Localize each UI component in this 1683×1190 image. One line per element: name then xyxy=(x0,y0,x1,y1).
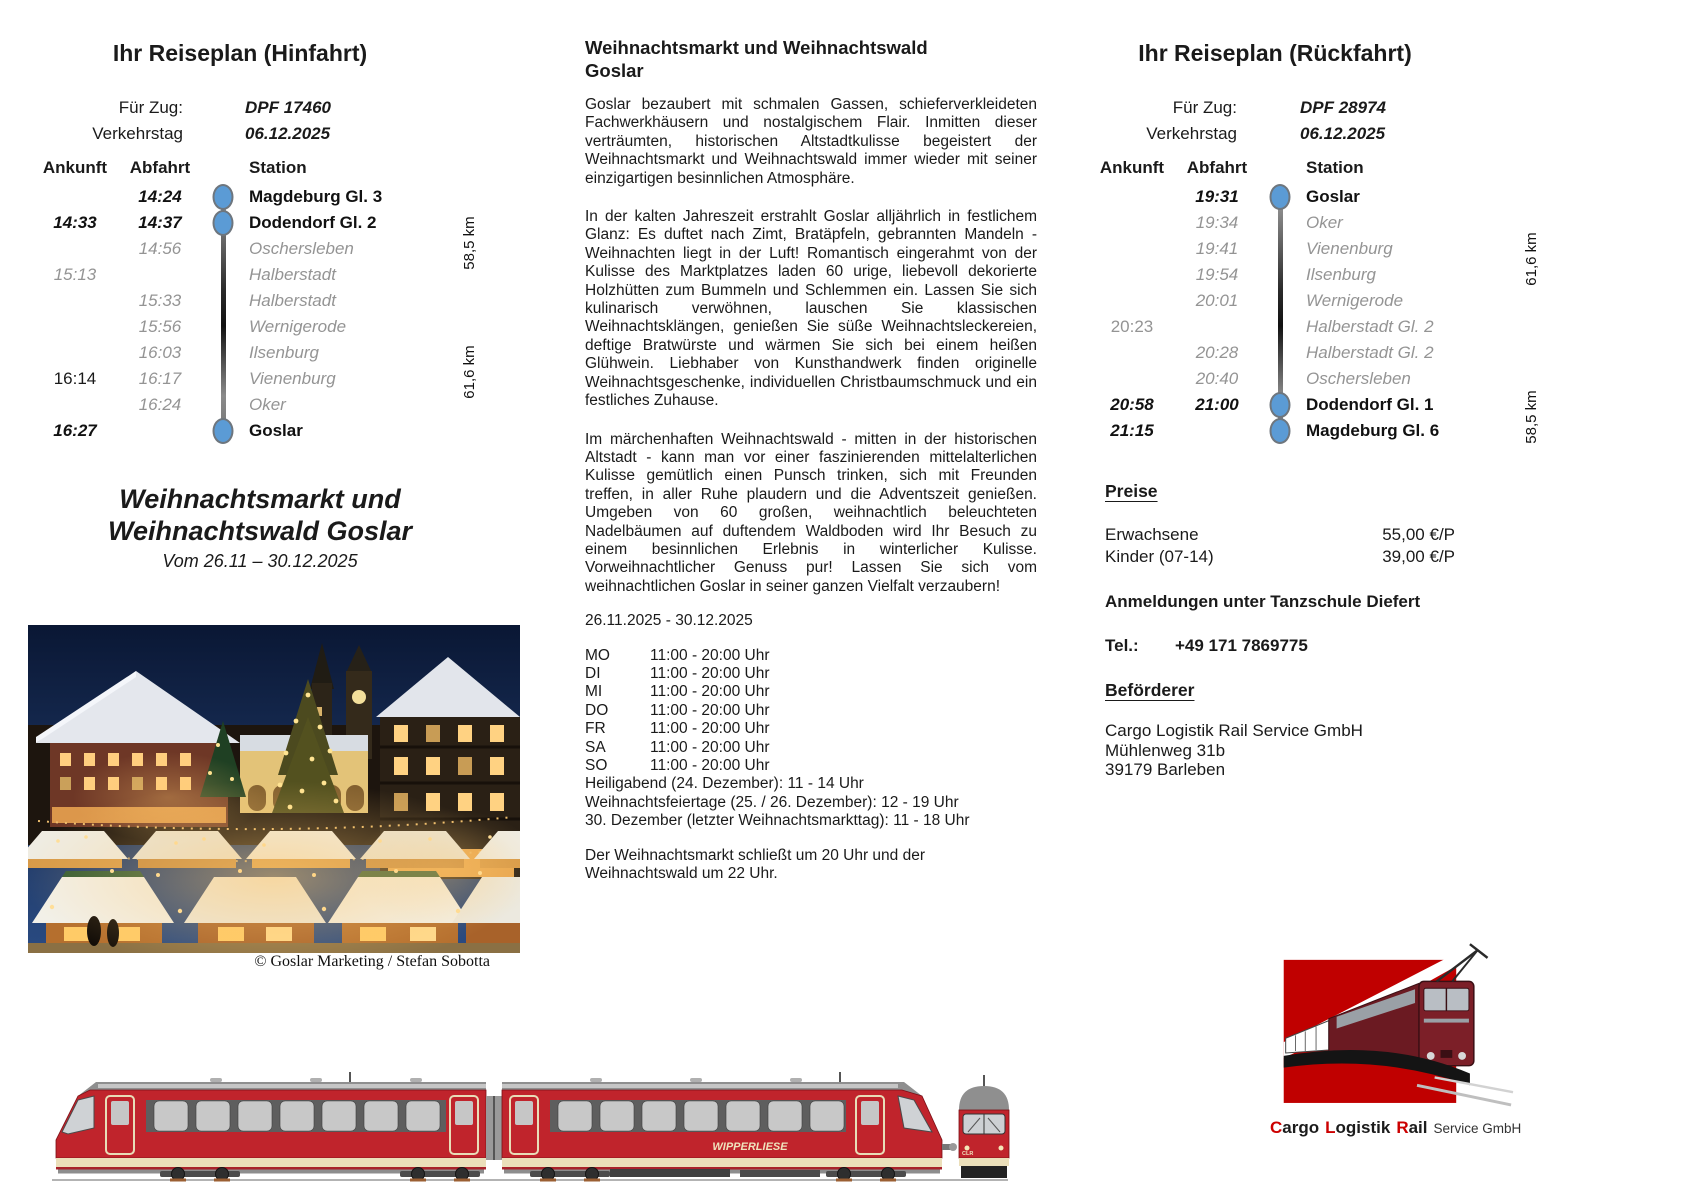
distance-label: 61,6 km xyxy=(461,345,478,399)
timeline-cell xyxy=(205,288,241,314)
clr-logo xyxy=(1270,893,1522,1138)
station-row xyxy=(1092,184,1562,210)
logo-rest-ail: ail xyxy=(1408,1118,1428,1137)
station-dot xyxy=(213,184,234,210)
departure-time: 16:24 xyxy=(138,395,182,414)
timeline-cell xyxy=(205,184,241,210)
christmas-market-photo xyxy=(28,625,520,953)
station-dot xyxy=(213,210,234,236)
col-ankunft: Ankunft xyxy=(42,158,108,177)
timeline-cell xyxy=(1262,184,1298,210)
station-row xyxy=(35,262,505,288)
arrival-time: 20:23 xyxy=(1110,317,1154,336)
departure-time: 20:01 xyxy=(1195,291,1239,310)
phone-label: Tel.: xyxy=(1105,636,1139,655)
carrier-street: Mühlenweg 31b xyxy=(1105,740,1226,760)
departure-time: 20:28 xyxy=(1195,343,1239,362)
timeline-cell xyxy=(1262,366,1298,392)
station-row xyxy=(35,288,505,314)
arrival-time: 14:33 xyxy=(53,213,97,232)
station-row xyxy=(1092,236,1562,262)
date-value: 06.12.2025 xyxy=(1300,124,1386,143)
registration-note: Anmeldungen unter Tanzschule Diefert xyxy=(1105,592,1421,611)
opening-hours xyxy=(585,647,1037,776)
event-title-line2: Weihnachtswald Goslar xyxy=(107,516,413,546)
departure-time: 16:03 xyxy=(138,343,182,362)
station-row xyxy=(1092,210,1562,236)
col-spacer xyxy=(1262,158,1298,178)
timeline-cell xyxy=(205,340,241,366)
day-label: DO xyxy=(585,701,609,719)
station-row xyxy=(1092,418,1562,444)
hinfahrt-title: Ihr Reiseplan (Hinfahrt) xyxy=(112,40,368,66)
info-block xyxy=(1105,481,1455,780)
photo-caption: © Goslar Marketing / Stefan Sobotta xyxy=(254,953,490,970)
wipperliese-train-art xyxy=(50,1070,1010,1182)
day-label: FR xyxy=(585,720,606,738)
departure-time: 16:17 xyxy=(138,369,182,388)
departure-time: 19:31 xyxy=(1195,187,1239,206)
hours-row xyxy=(585,647,1037,665)
departure-time: 14:56 xyxy=(138,239,182,258)
rueckfahrt-title: Ihr Reiseplan (Rückfahrt) xyxy=(1138,40,1412,66)
hours-row xyxy=(585,665,1037,683)
station-dot xyxy=(1270,392,1291,418)
special-hours-line: Weihnachtsfeiertage (25. / 26. Dezember): 12 - 19 Uhr xyxy=(585,793,959,811)
special-hours xyxy=(585,775,1037,830)
logo-initial-l: L xyxy=(1325,1118,1336,1137)
clr-logo-text xyxy=(1270,1118,1522,1138)
description-heading xyxy=(585,36,1037,82)
station-name: Oschersleben xyxy=(1306,369,1411,388)
date-label: Verkehrstag xyxy=(92,124,183,143)
rueckfahrt-date-row xyxy=(1084,121,1385,147)
hours-row xyxy=(585,702,1037,720)
station-row xyxy=(35,340,505,366)
departure-time: 21:00 xyxy=(1195,395,1239,414)
train-number: DPF 28974 xyxy=(1300,98,1386,117)
logo-initial-c: C xyxy=(1270,1118,1283,1137)
train-car-1 xyxy=(56,1072,486,1174)
train-illustration xyxy=(50,1070,1010,1182)
rueckfahrt-timetable xyxy=(1092,184,1562,444)
station-name: Ilsenburg xyxy=(249,343,319,362)
arrival-time: 16:14 xyxy=(53,369,97,388)
carrier-name: Cargo Logistik Rail Service GmbH xyxy=(1105,721,1363,740)
station-row xyxy=(35,210,505,236)
departure-time: 20:40 xyxy=(1195,369,1239,388)
col-station: Station xyxy=(249,158,307,177)
arrival-time: 20:58 xyxy=(1110,395,1154,414)
timeline-cell xyxy=(1262,418,1298,444)
station-name: Halberstadt Gl. 2 xyxy=(1306,343,1434,362)
time-value: 11:00 - 20:00 Uhr xyxy=(650,738,770,756)
timeline-cell xyxy=(1262,340,1298,366)
prices-heading: Preise xyxy=(1105,481,1158,501)
time-value: 11:00 - 20:00 Uhr xyxy=(650,757,770,774)
date-range: 26.11.2025 - 30.12.2025 xyxy=(585,612,753,630)
station-name: Halberstadt xyxy=(249,291,336,310)
clr-logo-art xyxy=(1270,893,1515,1111)
hours-row xyxy=(585,739,1037,757)
logo-rest-argo: argo xyxy=(1282,1118,1320,1137)
timeline-cell xyxy=(1262,314,1298,340)
timeline-cell xyxy=(205,262,241,288)
hinfahrt-train-row xyxy=(30,95,331,121)
station-row xyxy=(35,366,505,392)
station-name: Vienenburg xyxy=(249,369,336,388)
hours-row xyxy=(585,720,1037,738)
distance-label: 58,5 km xyxy=(461,216,478,270)
station-row xyxy=(1092,262,1562,288)
station-name: Halberstadt Gl. 2 xyxy=(1306,317,1434,336)
date-value: 06.12.2025 xyxy=(245,124,331,143)
day-label: SO xyxy=(585,757,608,774)
train-label: Für Zug: xyxy=(118,98,183,117)
station-row xyxy=(1092,340,1562,366)
station-name: Goslar xyxy=(1306,187,1360,206)
departure-time: 15:56 xyxy=(138,317,182,336)
day-label: MI xyxy=(585,683,603,701)
price-row xyxy=(1105,524,1455,546)
description-heading-line2: Goslar xyxy=(585,60,644,81)
station-row xyxy=(35,392,505,418)
station-row xyxy=(35,236,505,262)
col-spacer xyxy=(205,158,241,178)
timeline-cell xyxy=(1262,392,1298,418)
time-value: 11:00 - 20:00 Uhr xyxy=(650,683,770,701)
price-label: Erwachsene xyxy=(1105,525,1199,544)
logo-suffix: Service GmbH xyxy=(1433,1121,1522,1136)
station-name: Dodendorf Gl. 2 xyxy=(249,213,377,232)
timeline-cell xyxy=(1262,210,1298,236)
station-row xyxy=(35,184,505,210)
timeline-cell xyxy=(205,392,241,418)
phone-row xyxy=(1105,636,1455,656)
time-value: 11:00 - 20:00 Uhr xyxy=(650,646,770,664)
station-name: Magdeburg Gl. 3 xyxy=(249,187,383,206)
description-column xyxy=(585,36,1037,883)
time-value: 11:00 - 20:00 Uhr xyxy=(650,720,770,738)
station-name: Oker xyxy=(249,395,286,414)
station-name: Goslar xyxy=(249,421,303,440)
event-dates: Vom 26.11 – 30.12.2025 xyxy=(162,551,358,571)
hours-row xyxy=(585,683,1037,701)
logo-initial-r: R xyxy=(1396,1118,1409,1137)
departure-time: 19:34 xyxy=(1195,213,1239,232)
station-name: Wernigerode xyxy=(249,317,347,336)
day-label: MO xyxy=(585,646,610,664)
station-dot xyxy=(213,418,234,444)
station-dot xyxy=(1270,418,1291,444)
day-label: SA xyxy=(585,738,606,756)
rueckfahrt-table-header xyxy=(1092,158,1364,178)
timeline-cell xyxy=(1262,236,1298,262)
price-row xyxy=(1105,546,1455,568)
station-row xyxy=(1092,288,1562,314)
station-name: Wernigerode xyxy=(1306,291,1404,310)
carrier-city: 39179 Barleben xyxy=(1105,760,1226,779)
hinfahrt-table-header xyxy=(35,158,307,178)
time-value: 11:00 - 20:00 Uhr xyxy=(650,664,770,682)
station-dot xyxy=(1270,184,1291,210)
station-name: Vienenburg xyxy=(1306,239,1393,258)
logo-rest-ogistik: ogistik xyxy=(1335,1118,1391,1137)
paragraph-intro: Goslar bezaubert mit schmalen Gassen, schieferverkleideten Fachwerkhäusern und nostalgischem Flair. Inmitten dieser verträumten, historischen Altstadtkulisse begeistert der Weihnachtsmarkt und Weihnachtswald immer wieder mit seiner einzigartigen besinnlichen Atmosphäre. xyxy=(585,96,1037,187)
description-heading-line1: Weihnachtsmarkt und Weihnachtswald xyxy=(585,37,928,58)
closing-note: Der Weihnachtsmarkt schließt um 20 Uhr und der Weihnachtswald um 22 Uhr. xyxy=(585,846,925,883)
train-name-label: WIPPERLIESE xyxy=(712,1141,788,1153)
hinfahrt-date-row xyxy=(30,121,330,147)
station-name: Oschersleben xyxy=(249,239,354,258)
paragraph-market: In der kalten Jahreszeit erstrahlt Goslar alljährlich in festlichem Glanz: Es duftet nach Zimt, Bratäpfeln, gebrannten Mandeln - Weihnachten liegt in der Luft! Romantisch eingerahmt von der Kulisse des Marktplatzes laden 60 urige, liebevoll dekorierte Holzhütten zum Bummeln und Schlemmen ein. Lassen Sie sich kulinarisch verwöhnen, lauschen Sie klassischen Weihnachtsklängen, genießen Sie süße Weihnachtsleckereien, deftige Bratwürste und wärmen Sie sich bei einem heißen Glühwein. Liebhaber von Kunsthandwerk finden originelle Weihnachtsgeschenke, individuellen Christbaumschmuck und ein festliches Zuhause. xyxy=(585,208,1037,410)
station-name: Magdeburg Gl. 6 xyxy=(1306,421,1440,440)
train-car-2 xyxy=(502,1072,957,1177)
arrival-time: 21:15 xyxy=(1110,421,1154,440)
station-row xyxy=(35,418,505,444)
station-row xyxy=(1092,366,1562,392)
departure-time: 19:54 xyxy=(1195,265,1239,284)
hinfahrt-timetable xyxy=(35,184,505,444)
special-hours-line: 30. Dezember (letzter Weihnachtsmarkttag): 11 - 18 Uhr xyxy=(585,812,970,830)
event-title xyxy=(30,483,490,547)
arrival-time: 16:27 xyxy=(53,421,97,440)
train-front-view xyxy=(959,1075,1009,1178)
train-front-label: CLR xyxy=(962,1151,974,1157)
timeline-cell xyxy=(205,418,241,444)
departure-time: 14:24 xyxy=(138,187,182,206)
departure-time: 14:37 xyxy=(138,213,182,232)
time-value: 11:00 - 20:00 Uhr xyxy=(650,701,770,719)
phone-number: +49 171 7869775 xyxy=(1175,636,1308,655)
station-row xyxy=(1092,314,1562,340)
timeline-cell xyxy=(205,366,241,392)
price-value: 39,00 €/P xyxy=(1382,547,1455,566)
timeline-cell xyxy=(205,210,241,236)
price-label: Kinder (07-14) xyxy=(1105,547,1214,566)
col-abfahrt: Abfahrt xyxy=(129,158,191,177)
col-station: Station xyxy=(1306,158,1364,177)
date-label: Verkehrstag xyxy=(1146,124,1237,143)
arrival-time: 15:13 xyxy=(53,265,97,284)
col-ankunft: Ankunft xyxy=(1099,158,1165,177)
distance-label: 61,6 km xyxy=(1523,232,1540,286)
train-number: DPF 17460 xyxy=(245,98,331,117)
departure-time: 19:41 xyxy=(1195,239,1239,258)
timeline-cell xyxy=(205,236,241,262)
station-name: Oker xyxy=(1306,213,1343,232)
station-row xyxy=(1092,392,1562,418)
rueckfahrt-train-row xyxy=(1084,95,1386,121)
paragraph-forest: Im märchenhaften Weihnachtswald - mitten in der historischen Altstadt - kann man vor einer faszinierenden mittelalterlichen Kulisse gemütlich einen Punsch trinken, sich mit Freunden treffen, in aller Ruhe plaudern und die Adventszeit genießen. Umgeben von 60 großen, weihnachtlich beleuchteten Nadelbäumen auf duftendem Waldboden wird Ihr Besuch zu einem besinnlichen Erlebnis in winterlicher Kulisse. Vorweihnachtlicher Genuss pur! Lassen Sie sich vom weihnachtlichen Goslar in seiner ganzen Vielfalt verzaubern! xyxy=(585,430,1037,595)
hours-row xyxy=(585,757,1037,775)
price-value: 55,00 €/P xyxy=(1382,525,1455,544)
timeline-cell xyxy=(205,314,241,340)
christmas-market-photo-art xyxy=(28,625,520,953)
station-name: Halberstadt xyxy=(249,265,336,284)
station-name: Ilsenburg xyxy=(1306,265,1376,284)
train-label: Für Zug: xyxy=(1172,98,1237,117)
special-hours-line: Heiligabend (24. Dezember): 11 - 14 Uhr xyxy=(585,775,864,793)
event-title-line1: Weihnachtsmarkt und xyxy=(119,484,401,514)
timeline-cell xyxy=(1262,288,1298,314)
carrier-heading: Beförderer xyxy=(1105,680,1195,700)
day-label: DI xyxy=(585,664,601,682)
distance-label: 58,5 km xyxy=(1523,390,1540,444)
station-name: Dodendorf Gl. 1 xyxy=(1306,395,1434,414)
timeline-cell xyxy=(1262,262,1298,288)
station-row xyxy=(35,314,505,340)
departure-time: 15:33 xyxy=(138,291,182,310)
col-abfahrt: Abfahrt xyxy=(1186,158,1248,177)
